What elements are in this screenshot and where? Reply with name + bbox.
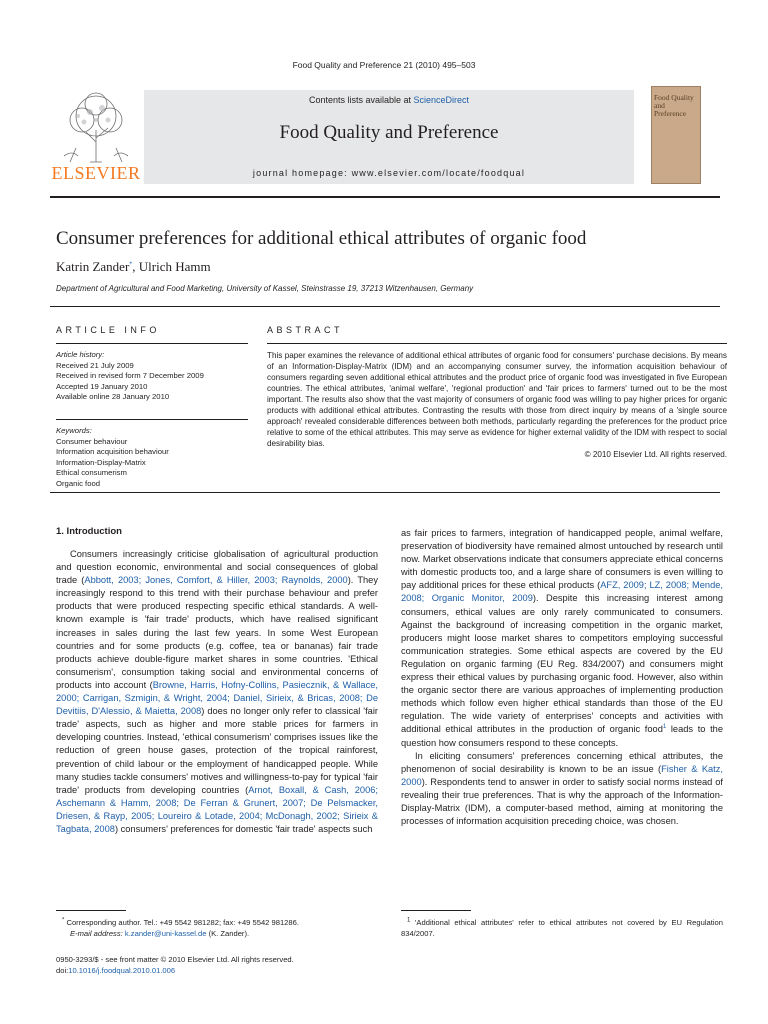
- authors: Katrin Zander*, Ulrich Hamm: [56, 259, 211, 274]
- section-rule: [50, 306, 720, 307]
- body-column-right: [401, 527, 723, 828]
- paragraph: In eliciting consumers' preferences concerning ethical attributes, the phenomenon of social desirability is known to be an issue (Fisher & Katz, 2000). Respondents tend to answer in order to satisfy social norms instead of revealing their true preferences. That is why the approach of the Information-Display-Matrix (IDM), a computer-based method, aiming at monitoring the processes of information acquisition preceding choice, was chosen.: [401, 750, 723, 827]
- paragraph: as fair prices to farmers, integration of handicapped people, animal welfare, preservation of biodiversity have remained almost untouched by research until now. Market observations indicate that consumers appreciate ethical concerns with domestic products too, and a large share of consumers is even willing to pay additional prices for these ethical products (AFZ, 2009; LZ, 2008; Mende, 2008; Organic Monitor, 2009). Despite this increasing interest among consumers, ethical values are only rarely communicated to consumers. Against the background of increasing competition in the organic market, producers might loose market shares to competitors employing successful communication strategies. Some ethical aspects are covered by the EU Regulation on organic farming (EU Reg. 834/2007) and consumers might express their ethical values by purchasing organic food. However, also within the organic sector there are various approaches of implementing production methods which follow even higher ethical standards than those of the EU regulation. The wide variety of enterprises' concepts and activities with additional ethical attributes in the production of organic food$^1$ leads to the question how consumers respond to these concepts.: [401, 528, 724, 748]
- article-title: Consumer preferences for additional ethical attributes of organic food: [56, 228, 587, 249]
- history-item: Accepted 19 January 2010: [56, 381, 148, 391]
- keyword: Ethical consumerism: [56, 468, 127, 478]
- header-rule: [50, 196, 720, 198]
- info-rule: [56, 343, 248, 344]
- keyword: Information acquisition behaviour: [56, 447, 169, 457]
- contents-line: Contents lists available at ScienceDirect: [308, 95, 470, 105]
- sciencedirect-link[interactable]: ScienceDirect: [413, 95, 470, 105]
- body-column-left: [56, 548, 378, 836]
- keywords: [56, 426, 256, 490]
- keyword: Consumer behaviour: [56, 436, 128, 446]
- keywords-label: Keywords:: [56, 426, 92, 435]
- cover-title: Food Quality and Preference: [654, 93, 694, 118]
- citation-link[interactable]: Arnot, Boxall, & Cash, 2006; Aschemann & Hamm, 2008; De Ferran & Grunert, 2007; De Pelsmacker, Driesen, & Rayp, 2005; Loureiro & Lotade, 2004; McDonagh, 2002; Sirieix & Tagbata, 2008: [56, 784, 378, 834]
- info-rule: [56, 419, 248, 420]
- journal-homepage: journal homepage: www.elsevier.com/locate/foodqual: [252, 168, 526, 178]
- homepage-url[interactable]: www.elsevier.com/locate/foodqual: [351, 168, 526, 178]
- footnote-rule: [401, 910, 471, 911]
- abstract-text: This paper examines the relevance of additional ethical attributes of organic food for consumers' purchase decisions. By means of an Information-Display-Matrix (IDM) and an accompanying consumer survey, the information acquisition behaviour of consumers regarding seven additional ethical attributes and the product price of organic food was investigated in five European countries. The ethical attributes, 'animal welfare', 'regional production' and 'fair prices to farmers' turned out to be the most important. The results also show that the vast majority of consumers of organic food was willing to pay higher prices for organic products with additional ethical attributes. Contrasting the results with those from direct inquiry by means of a 'single source approach' revealed considerable differences between both methods, particularly regarding the preferences for the product price relative to some of the ethical attributes. This may serve as evidence for higher external validity of the IDM with respect to social desirability bias.: [267, 351, 727, 448]
- corresponding-author-footnote: * Corresponding author. Tel.: +49 5542 981282; fax: +49 5542 981286. E-mail address: k.zander@uni-kassel.de (K. Zander).: [62, 917, 299, 938]
- running-header: Food Quality and Preference 21 (2010) 495–503: [292, 60, 476, 70]
- abstract-copyright: © 2010 Elsevier Ltd. All rights reserved.: [584, 450, 727, 459]
- citation-link[interactable]: Browne, Harris, Hofny-Collins, Pasiecznik, & Wallace, 2000; Carrigan, Szmigin, & Wright, 2004; Daniel, Sirieix, & Bricas, 2008; De Devitiis, D'Alessio, & Maietta, 2008: [56, 679, 378, 717]
- issn-doi-block: [56, 954, 294, 976]
- keyword: Organic food: [56, 478, 101, 488]
- paragraph: Consumers increasingly criticise globalisation of agricultural production and question economic, environmental and social consequences of global trade (Abbott, 2003; Jones, Comfort, & Hiller, 2003; Raynolds, 2000). They increasingly respond to this trend with their purchase behaviour and prefer products that were produced respecting specific ethical standards. A well-known example is 'fair trade' products, which have realised significant increases in sales during the last few years. In some West European countries and for some products (e.g. coffee, tea or bananas) fair trade products achieve double-figure market shares in some countries. 'Ethical consumerism', consumption taking social and environmental concerns of products into account (Browne, Harris, Hofny-Collins, Pasiecznik, & Wallace, 2000; Carrigan, Szmigin, & Wright, 2004; Daniel, Sirieix, & Bricas, 2008; De Devitiis, D'Alessio, & Maietta, 2008) does no longer only refer to classical 'fair trade' aspects, such as higher and more stable prices for farmers in developing countries. Instead, 'ethical consumerism' comprises issues like the reduction of green house gases, protection of the tropical rainforest, prevention of child labour or the employment of handicapped people. While many studies tackle consumers' motives and willingness-to-pay for typical 'fair trade' products from developing countries (Arnot, Boxall, & Cash, 2006; Aschemann & Hamm, 2008; De Ferran & Grunert, 2007; De Pelsmacker, Driesen, & Rayp, 2005; Loureiro & Lotade, 2004; McDonagh, 2002; Sirieix & Tagbata, 2008) consumers' preferences for domestic 'fair trade' aspects such: [56, 549, 378, 834]
- abstract-heading: ABSTRACT: [267, 325, 344, 335]
- abstract-rule: [267, 343, 727, 344]
- history-item: Available online 28 January 2010: [56, 392, 170, 402]
- footnote-marker[interactable]: 1: [662, 724, 667, 731]
- section-heading: 1. Introduction: [56, 526, 122, 537]
- citation-link[interactable]: Fisher & Katz, 2000: [401, 763, 723, 787]
- corresponding-author-marker[interactable]: *: [129, 261, 133, 268]
- citation-link[interactable]: Abbott, 2003; Jones, Comfort, & Hiller, 2003; Raynolds, 2000: [84, 575, 348, 586]
- citation-link[interactable]: AFZ, 2009; LZ, 2008; Mende, 2008; Organic Monitor, 2009: [401, 580, 723, 604]
- journal-title: Food Quality and Preference: [279, 122, 499, 143]
- article-info-heading: ARTICLE INFO: [56, 325, 160, 335]
- footnote-rule: [56, 910, 126, 911]
- doi-link[interactable]: 10.1016/j.foodqual.2010.01.006: [68, 966, 176, 975]
- article-history: [56, 350, 256, 403]
- footnote-1: $^1$ 'Additional ethical attributes' refer to ethical attributes not covered by EU Regulation 834/2007.: [401, 917, 723, 938]
- email-link[interactable]: k.zander@uni-kassel.de: [124, 928, 207, 938]
- abstract-body: [267, 350, 727, 460]
- history-label: Article history:: [56, 350, 105, 359]
- publisher-name: ELSEVIER: [51, 163, 141, 183]
- history-item: Received in revised form 7 December 2009: [56, 371, 204, 381]
- issn-line: 0950-3293/$ - see front matter © 2010 Elsevier Ltd. All rights reserved.: [56, 955, 294, 964]
- front-matter-rule: [50, 492, 720, 493]
- doi-line: doi:10.1016/j.foodqual.2010.01.006: [56, 966, 176, 975]
- keyword: Information-Display-Matrix: [56, 457, 146, 467]
- history-item: Received 21 July 2009: [56, 360, 134, 370]
- affiliation: Department of Agricultural and Food Marketing, University of Kassel, Steinstrasse 19, 37213 Witzenhausen, Germany: [56, 284, 474, 293]
